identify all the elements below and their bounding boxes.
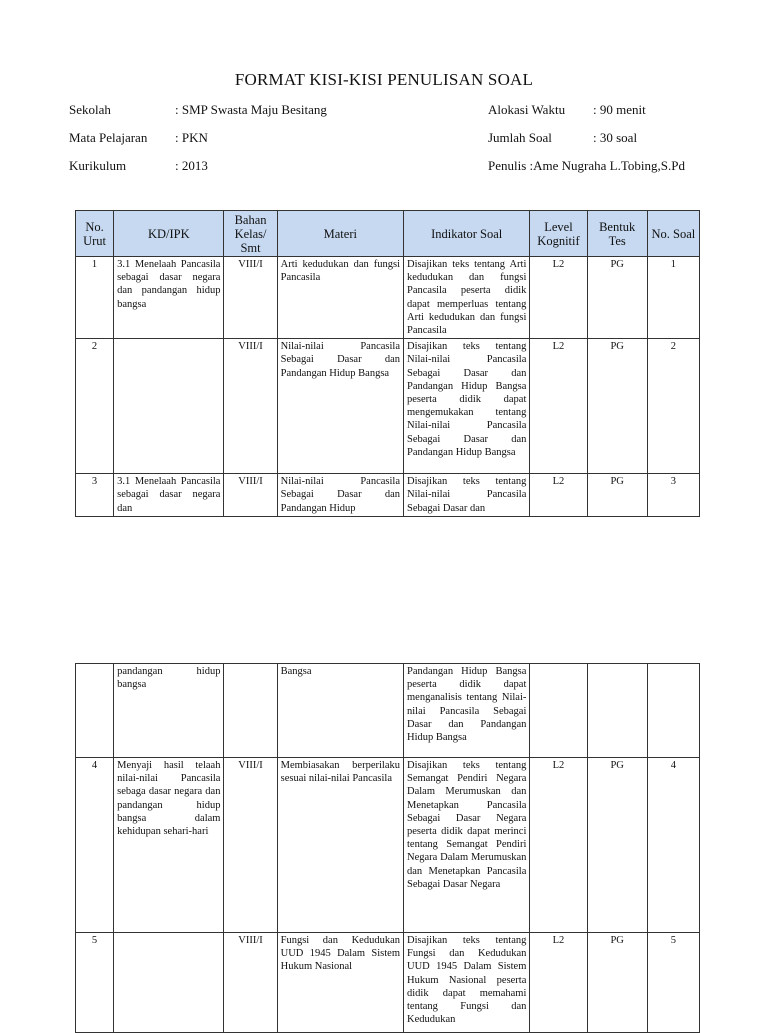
cell-bahan: VIII/I <box>224 474 277 517</box>
cell-bentuk <box>587 664 647 758</box>
info-value-mapel: : PKN <box>175 130 208 145</box>
page-title: FORMAT KISI-KISI PENULISAN SOAL <box>234 70 534 89</box>
cell-bahan <box>224 664 277 758</box>
table-row <box>76 339 700 474</box>
cell-level <box>530 664 587 758</box>
table-row <box>76 758 700 933</box>
header-materi: Materi <box>277 211 403 257</box>
header-no-urut: No. Urut <box>76 211 114 257</box>
cell-level: L2 <box>530 933 587 1033</box>
cell-bahan: VIII/I <box>224 257 277 339</box>
header-bahan: Bahan Kelas/ Smt <box>224 211 277 257</box>
cell-kd: 3.1 Menelaah Pancasila sebagai dasar negara dan pandangan hidup bangsa <box>114 257 224 339</box>
cell-soal: 4 <box>647 758 699 933</box>
info-label-kurikulum: Kurikulum <box>69 158 127 173</box>
cell-indikator: Disajikan teks tentang Fungsi dan Kedudukan UUD 1945 Dalam Sistem Hukum Nasional peserta didik dapat memahami tentang Fungsi dan Kedudukan <box>404 933 530 1033</box>
cell-bahan: VIII/I <box>224 933 277 1033</box>
table-row <box>76 664 700 758</box>
cell-materi: Arti kedudukan dan fungsi Pancasila <box>277 257 403 339</box>
info-label-mapel: Mata Pelajaran <box>69 130 148 145</box>
kisi-table-page-2 <box>75 663 700 1033</box>
cell-level: L2 <box>530 339 587 474</box>
cell-bentuk: PG <box>587 257 647 339</box>
cell-soal: 3 <box>647 474 699 517</box>
cell-bahan: VIII/I <box>224 339 277 474</box>
table-row <box>76 933 700 1033</box>
info-label-sekolah: Sekolah <box>69 102 111 117</box>
cell-materi: Nilai-nilai Pancasila Sebagai Dasar dan Pandangan Hidup Bangsa <box>277 339 403 474</box>
cell-materi: Bangsa <box>277 664 403 758</box>
cell-level: L2 <box>530 758 587 933</box>
cell-level: L2 <box>530 474 587 517</box>
cell-materi: Fungsi dan Kedudukan UUD 1945 Dalam Sistem Hukum Nasional <box>277 933 403 1033</box>
info-value-kurikulum: : 2013 <box>175 158 208 173</box>
header-bentuk: Bentuk Tes <box>587 211 647 257</box>
cell-no: 3 <box>76 474 114 517</box>
table-header-row <box>76 211 700 257</box>
cell-materi: Membiasakan berperilaku sesuai nilai-nilai Pancasila <box>277 758 403 933</box>
cell-kd <box>114 339 224 474</box>
cell-no: 1 <box>76 257 114 339</box>
header-kd-ipk: KD/IPK <box>114 211 224 257</box>
info-value-sekolah: : SMP Swasta Maju Besitang <box>175 102 327 117</box>
cell-bentuk: PG <box>587 933 647 1033</box>
cell-soal: 1 <box>647 257 699 339</box>
cell-bentuk: PG <box>587 474 647 517</box>
cell-indikator: Disajikan teks tentang Semangat Pendiri Negara Dalam Merumuskan dan Menetapkan Pancasila Sebagai Dasar Negara peserta didik dapat merinci tentang Semangat Pendiri Negara Dalam Merumuskan dan Menetapkan Pancasila Sebagai Dasar Negara <box>404 758 530 933</box>
info-value-jumlah: : 30 soal <box>593 130 638 145</box>
info-label-penulis: Penulis :Ame Nugraha L.Tobing,S.Pd <box>488 158 685 173</box>
cell-no: 2 <box>76 339 114 474</box>
table-row <box>76 474 700 517</box>
cell-materi: Nilai-nilai Pancasila Sebagai Dasar dan Pandangan Hidup <box>277 474 403 517</box>
cell-bentuk: PG <box>587 758 647 933</box>
cell-kd: pandangan hidup bangsa <box>114 664 224 758</box>
info-value-alokasi: : 90 menit <box>593 102 646 117</box>
info-label-alokasi: Alokasi Waktu <box>488 102 566 117</box>
info-label-jumlah: Jumlah Soal <box>488 130 552 145</box>
table-row <box>76 257 700 339</box>
cell-indikator: Disajikan teks tentang Nilai-nilai Pancasila Sebagai Dasar dan Pandangan Hidup Bangsa peserta didik dapat mengemukakan tentang Nilai-nilai Pancasila Sebagai Dasar dan Pandangan Hidup Bangsa <box>404 339 530 474</box>
header-indikator: Indikator Soal <box>404 211 530 257</box>
cell-level: L2 <box>530 257 587 339</box>
cell-kd: Menyaji hasil telaah nilai-nilai Pancasila sebaga dasar negara dan pandangan hidup bangsa dalam kehidupan sehari-hari <box>114 758 224 933</box>
cell-soal <box>647 664 699 758</box>
cell-no <box>76 664 114 758</box>
cell-soal: 5 <box>647 933 699 1033</box>
cell-no: 4 <box>76 758 114 933</box>
cell-soal: 2 <box>647 339 699 474</box>
cell-bahan: VIII/I <box>224 758 277 933</box>
cell-no: 5 <box>76 933 114 1033</box>
cell-indikator: Pandangan Hidup Bangsa peserta didik dapat menganalisis tentang Nilai-nilai Pancasila Sebagai Dasar dan Pandangan Hidup Bangsa <box>404 664 530 758</box>
header-no-soal: No. Soal <box>647 211 699 257</box>
cell-indikator: Disajikan teks tentang Nilai-nilai Pancasila Sebagai Dasar dan <box>404 474 530 517</box>
cell-bentuk: PG <box>587 339 647 474</box>
header-level: Level Kognitif <box>530 211 587 257</box>
cell-kd: 3.1 Menelaah Pancasila sebagai dasar negara dan <box>114 474 224 517</box>
cell-indikator: Disajikan teks tentang Arti kedudukan dan fungsi Pancasila peserta didik dapat memperluas tentang Arti kedudukan dan fungsi Pancasila <box>404 257 530 339</box>
kisi-table-page-1 <box>75 210 700 517</box>
cell-kd <box>114 933 224 1033</box>
